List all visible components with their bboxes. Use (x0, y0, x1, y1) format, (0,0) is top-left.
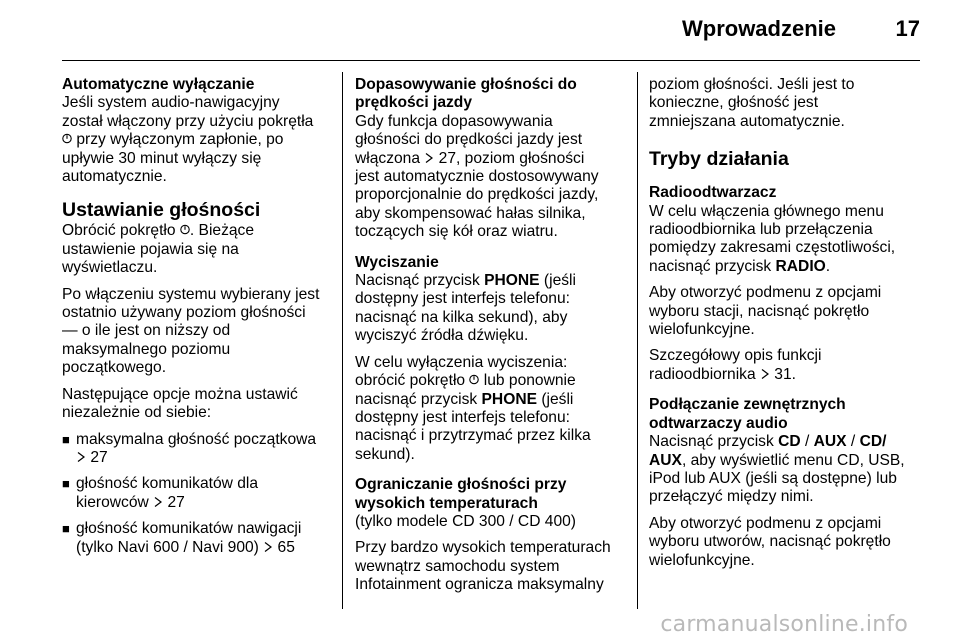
page-number: 17 (895, 16, 920, 41)
text-line: Infotainment ogranicza maksymalny (355, 576, 604, 594)
text-line: nacisnąć na kilka sekund), aby (355, 308, 568, 326)
text-line (649, 258, 929, 276)
text-line: pomiędzy zakresami częstotliwości, (649, 239, 896, 257)
text-line: dostępny jest interfejs telefonu: (355, 290, 570, 308)
heading-temp-limit: Ograniczanie głośności przy (355, 476, 567, 494)
text-line: Szczegółowy opis funkcji (649, 347, 822, 365)
phone-key-label: PHONE (484, 272, 540, 290)
text-segment: nacisnąć przycisk (355, 390, 482, 408)
text-line: toczących się kół oraz wiatru. (355, 223, 558, 241)
text-segment: . (825, 257, 831, 275)
page-ref-arrow-icon (760, 368, 770, 380)
text-line: (tylko modele CD 300 / CD 400) (355, 512, 577, 530)
text-line: radioodbiornika lub przełączenia (649, 221, 873, 239)
watermark: carmanualsonline.info (660, 612, 908, 637)
text-line: Po włączeniu systemu wybierany jest (62, 285, 320, 303)
cd-key-label: CD (778, 433, 801, 451)
heading-temp-limit: wysokich temperaturach (355, 494, 538, 512)
page-ref-arrow-icon (76, 451, 86, 463)
list-item (62, 475, 334, 512)
text-line: automatycznie. (62, 168, 167, 186)
text-segment: obrócić pokrętło (355, 372, 470, 390)
heading-auto-off: Automatyczne wyłączanie (62, 76, 255, 93)
text-line (355, 150, 627, 168)
page-ref-arrow-icon (153, 496, 163, 508)
text-line: został włączony przy użyciu pokrętła (62, 112, 314, 130)
text-segment: (jeśli (539, 272, 576, 290)
text-segment: / (846, 433, 860, 451)
text-line (62, 222, 334, 240)
text-line: maksymalna głośność początkowa (76, 430, 317, 448)
column-divider (637, 72, 638, 609)
text-line: W celu wyłączenia wyciszenia: (355, 353, 568, 371)
text-line: Przy bardzo wysokich temperaturach (355, 539, 611, 557)
phone-key-label: PHONE (481, 390, 537, 408)
page-ref: 27 (163, 493, 185, 511)
list-item (62, 431, 334, 468)
heading-speed-volume: Dopasowywanie głośności do (355, 76, 577, 93)
text-line (649, 433, 929, 451)
text-line (355, 272, 627, 290)
bullet-icon: ■ (62, 521, 70, 537)
text-line: początkowego. (62, 359, 167, 377)
text-line: dostępny jest interfejs telefonu: (355, 408, 570, 426)
text-line: poziom głośności. Jeśli jest to (649, 76, 855, 93)
text-segment: / (800, 433, 814, 451)
aux-key-label: AUX (813, 433, 847, 451)
text-segment: . Bieżące (189, 222, 255, 240)
heading-mute: Wyciszanie (355, 253, 439, 271)
bullet-icon: ■ (62, 431, 70, 447)
text-line: konieczne, głośność jest (649, 94, 819, 112)
column-2 (355, 76, 627, 595)
text-segment: (tylko Navi 600 / Navi 900) (76, 538, 264, 556)
heading-external-audio: Podłączanie zewnętrznych (649, 396, 846, 414)
page-ref-arrow-icon (424, 152, 434, 164)
heading-speed-volume: prędkości jazdy (355, 94, 472, 112)
text-line: wielofunkcyjne. (649, 321, 755, 339)
text-line: Gdy funkcja dopasowywania (355, 112, 553, 130)
text-line: sekund). (355, 445, 415, 463)
text-line: nacisnąć i przytrzymać przez kilka (355, 427, 591, 445)
bullet-icon: ■ (62, 476, 70, 492)
text-line: ostatnio używany poziom głośności (62, 304, 306, 322)
heading-radio: Radioodtwarzacz (649, 184, 777, 202)
text-line (76, 449, 334, 467)
text-segment: lub ponownie (479, 372, 576, 390)
text-line: W celu włączenia głównego menu (649, 202, 884, 220)
text-line (649, 452, 929, 470)
text-segment: nacisnąć przycisk (649, 257, 776, 275)
text-segment: kierowców (76, 493, 154, 511)
text-line: wielofunkcyjne. (649, 551, 755, 569)
text-line: proporcjonalnie do prędkości jazdy, (355, 186, 599, 204)
list-item (62, 520, 334, 557)
text-line: Aby otworzyć podmenu z opcjami (649, 514, 882, 532)
text-line: — o ile jest on niższy od (62, 322, 231, 340)
text-segment: radioodbiornika (649, 365, 760, 383)
text-segment: , aby wyświetlić menu CD, USB, (681, 451, 905, 469)
text-line: wyboru utworów, nacisnąć pokrętło (649, 533, 891, 551)
text-line: iPod lub AUX (jeśli są dostępne) lub (649, 469, 897, 487)
knob-icon (180, 223, 190, 236)
text-line: jest automatycznie dostosowywany (355, 168, 599, 186)
text-line: zmniejszana automatycznie. (649, 112, 845, 130)
text-line: głośność komunikatów nawigacji (76, 520, 302, 538)
text-line: głośność komunikatów dla (76, 475, 259, 493)
page-ref: 65 (273, 538, 295, 556)
text-line: Aby otworzyć podmenu z opcjami (649, 284, 882, 302)
text-line: aby skompensować hałas silnika, (355, 204, 586, 222)
cd-aux-key-label: CD/ (859, 433, 887, 451)
text-line: wyciszyć źródła dźwięku. (355, 327, 529, 345)
text-line (62, 131, 334, 149)
page-ref: 27 (86, 448, 108, 466)
text-line: przełączyć między nimi. (649, 488, 814, 506)
text-segment: 27, poziom głośności (434, 149, 585, 167)
radio-key-label: RADIO (775, 257, 826, 275)
text-line: ustawienie pojawia się na (62, 240, 239, 258)
heading-volume: Ustawianie głośności (62, 199, 261, 222)
chapter-title: Wprowadzenie (681, 16, 836, 41)
text-line: Jeśli system audio-nawigacyjny (62, 94, 280, 112)
heading-modes: Tryby działania (649, 148, 789, 171)
text-segment: (jeśli (537, 390, 574, 408)
text-segment: przy wyłączonym zapłonie, po (72, 131, 284, 149)
cd-aux-key-label: AUX (649, 451, 682, 469)
text-line: wyboru stacji, nacisnąć pokrętło (649, 302, 870, 320)
column-3 (649, 76, 929, 570)
text-line: upływie 30 minut wyłączy się (62, 149, 262, 167)
text-line: wewnątrz samochodu system (355, 557, 560, 575)
text-segment: Nacisnąć przycisk (355, 272, 485, 290)
text-line (355, 391, 627, 409)
text-line: maksymalnego poziomu (62, 340, 231, 358)
text-segment: Nacisnąć przycisk (649, 433, 779, 451)
text-line (355, 372, 627, 390)
knob-icon (469, 373, 479, 386)
knob-icon (62, 132, 72, 145)
text-line: Następujące opcje można ustawić (62, 385, 298, 403)
page-ref-arrow-icon (263, 541, 273, 553)
heading-external-audio: odtwarzaczy audio (649, 414, 788, 432)
text-segment: włączona (355, 149, 425, 167)
column-1 (62, 76, 334, 557)
text-segment: 31. (769, 365, 796, 383)
text-line (649, 366, 929, 384)
text-line: wyświetlaczu. (62, 259, 158, 277)
text-line (76, 494, 334, 512)
text-line: niezależnie od siebie: (62, 404, 212, 422)
text-line: głośności do prędkości jazdy jest (355, 131, 583, 149)
column-divider (342, 72, 343, 609)
text-line (76, 539, 334, 557)
page-header (62, 0, 920, 61)
text-segment: Obrócić pokrętło (62, 222, 180, 240)
